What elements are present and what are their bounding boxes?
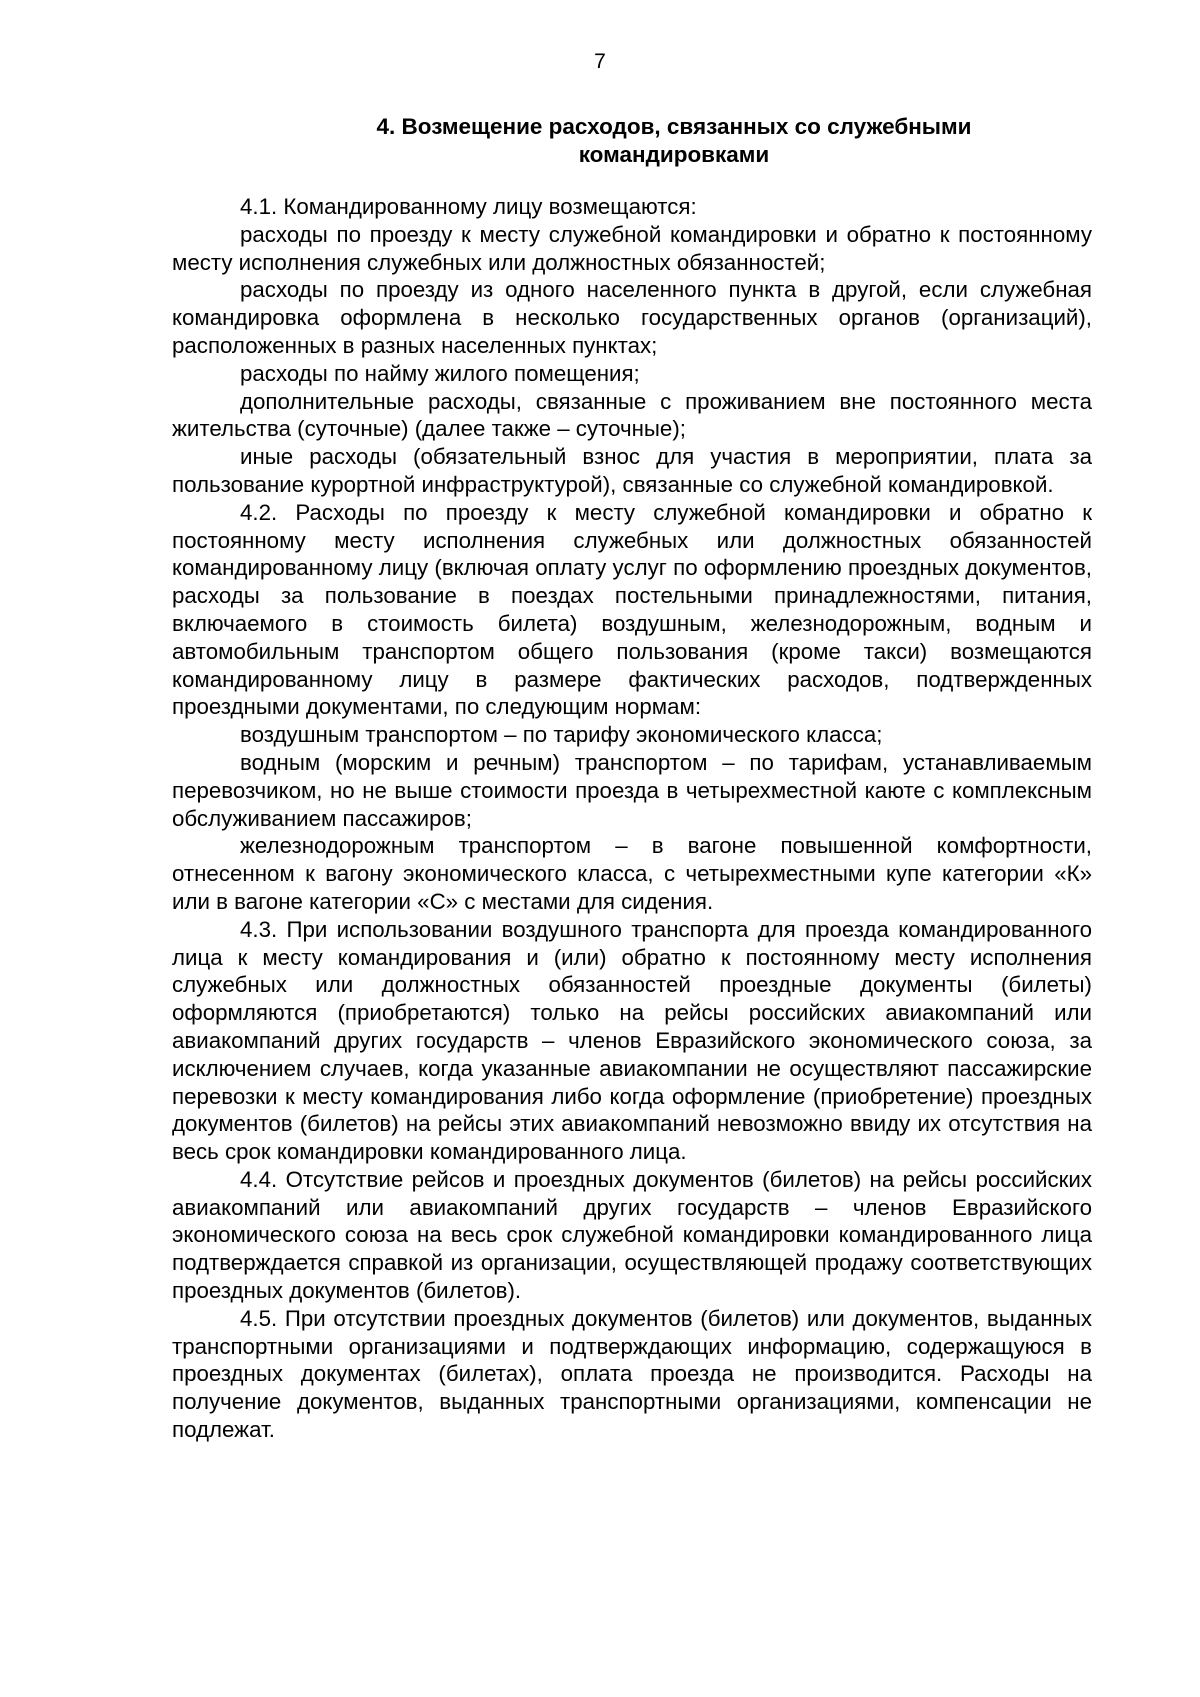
paragraph-4-1-intro: 4.1. Командированному лицу возмещаются: — [240, 194, 697, 219]
paragraph-water-transport: водным (морским и речным) транспортом – по тарифам, устанавливаемым перевозчиком, но не выше стоимости проезда в четырехместной каюте с комплексным обслуживанием пассажиров; — [172, 749, 1092, 831]
paragraph-4-3: 4.3. При использовании воздушного транспорта для проезда командированного лица к месту командирования и (или) обратно к постоянному месту исполнения служебных или должностных обязанностей проездные документы (билеты) оформляются (приобретаются) только на рейсы российских авиакомпаний или авиакомпаний других государств – членов Евразийского экономического союза, за исключением случаев, когда указанные авиакомпании не осуществляют пассажирские перевозки к месту командирования либо когда оформление (приобретение) проездных документов (билетов) на рейсы этих авиакомпаний невозможно ввиду их отсутствия на весь срок командировки командированного лица. — [172, 916, 1092, 1165]
paragraph-4-2: 4.2. Расходы по проезду к месту служебной командировки и обратно к постоянному месту исполнения служебных или должностных обязанностей командированному лицу (включая оплату услуг по оформлению проездных документов, расходы за пользование в поездах постельными принадлежностями, питания, включаемого в стоимость билета) воздушным, железнодорожным, водным и автомобильным транспортом общего пользования (кроме такси) возмещаются командированному лицу в размере фактических расходов, подтвержденных проездными документами, по следующим нормам: — [172, 499, 1092, 720]
paragraph-air-transport: воздушным транспортом – по тарифу экономического класса; — [240, 722, 883, 748]
document-body — [172, 193, 1092, 1444]
page-number: 7 — [594, 50, 606, 73]
paragraph-intercity-travel: расходы по проезду из одного населенного пункта в другой, если служебная командировка оформлена в несколько государственных органов (организаций), расположенных в разных населенных пунктах; — [172, 277, 1092, 358]
section-heading-line-2: командировками — [578, 142, 770, 167]
paragraph-other-expenses: иные расходы (обязательный взнос для участия в мероприятии, плата за пользование курортной инфраструктурой), связанные со служебной командировкой. — [172, 444, 1092, 497]
section-heading-line-1: 4. Возмещение расходов, связанных со служебными — [376, 114, 972, 139]
paragraph-housing: расходы по найму жилого помещения; — [240, 360, 640, 386]
paragraph-rail-transport: железнодорожным транспортом – в вагоне повышенной комфортности, отнесенном к вагону экономического класса, с четырехместными купе категории «К» или в вагоне категории «С» с местами для сидения. — [172, 833, 1092, 914]
paragraph-per-diem: дополнительные расходы, связанные с проживанием вне постоянного места жительства (суточные) (далее также – суточные); — [172, 388, 1092, 442]
paragraph-4-4: 4.4. Отсутствие рейсов и проездных документов (билетов) на рейсы российских авиакомпаний или авиакомпаний других государств – членов Евразийского экономического союза на весь срок служебной командировки командированного лица подтверждается справкой из организации, осуществляющей продажу соответствующих проездных документов (билетов). — [172, 1166, 1092, 1304]
paragraph-travel-expenses: расходы по проезду к месту служебной командировки и обратно к постоянному месту исполнения служебных или должностных обязанностей; — [172, 221, 1092, 275]
section-heading — [334, 113, 1014, 169]
paragraph-4-5: 4.5. При отсутствии проездных документов (билетов) или документов, выданных транспортными организациями и подтверждающих информацию, содержащуюся в проездных документах (билетах), оплата проезда не производится. Расходы на получение документов, выданных транспортными организациями, компенсации не подлежат. — [172, 1305, 1092, 1443]
